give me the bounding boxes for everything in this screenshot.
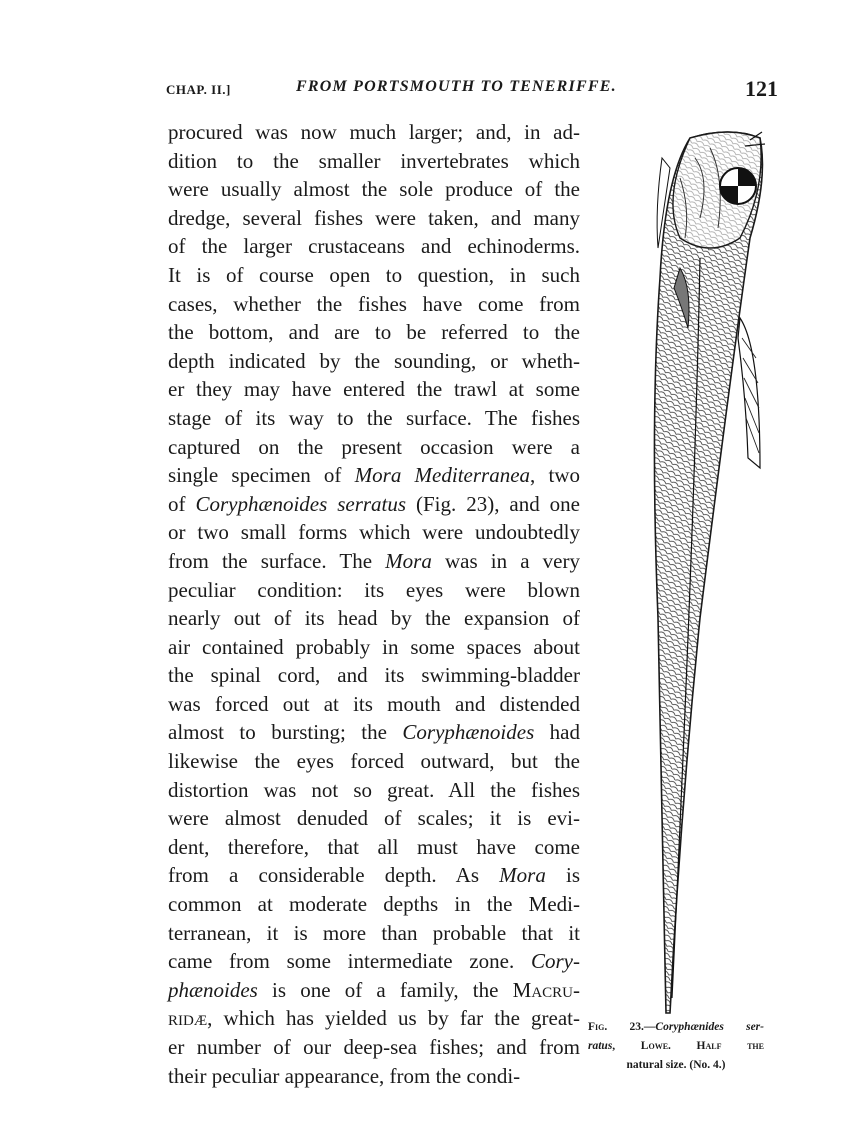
text-line [168, 261, 580, 290]
text-line [168, 232, 580, 261]
text-run: is [545, 863, 580, 888]
text-run: dent, therefore, that all must have come [168, 834, 580, 859]
figure-caption [588, 1018, 764, 1075]
italic-term: ridæ [168, 1006, 208, 1031]
text-run: captured on the present occasion were a [168, 434, 580, 459]
text-run: terranean, it is more than probable that it [168, 920, 580, 945]
text-line [168, 290, 580, 319]
text-run: the bottom, and are to be referred to the [168, 320, 580, 345]
text-run: stage of its way to the surface. The fishes [168, 405, 580, 430]
text-line [168, 147, 580, 176]
text-run: is one of a family, the [257, 977, 513, 1002]
text-run: likewise the eyes forced outward, but the [168, 749, 580, 774]
text-run: single specimen of [168, 463, 355, 488]
text-run: , two [530, 463, 581, 488]
text-line [168, 890, 580, 919]
caption-author: , Lowe. Half the [612, 1040, 764, 1052]
dorsal-fin [738, 318, 760, 468]
text-run: nearly out of its head by the expansion of [168, 606, 580, 631]
text-line [168, 633, 580, 662]
text-run: was in a very [431, 548, 580, 573]
text-line [168, 318, 580, 347]
text-run: er number of our deep-sea fishes; and from [168, 1035, 580, 1059]
chapter-label: CHAP. II.] [166, 82, 231, 97]
italic-term: Cory- [531, 949, 580, 974]
text-run: dition to the smaller invertebrates which [168, 148, 580, 173]
text-line [168, 861, 580, 890]
text-run: from a considerable depth. As [168, 863, 500, 888]
caption-species: Coryphænides ser- [655, 1021, 764, 1033]
italic-term: Coryphænoides [402, 720, 535, 745]
text-run: procured was now much larger; and, in ad- [168, 120, 580, 144]
text-line [168, 804, 580, 833]
text-line [168, 1033, 580, 1062]
text-run: of [168, 491, 196, 516]
text-line [168, 433, 580, 462]
italic-term: Coryphænoides serratus [195, 491, 407, 516]
text-run: distortion was not so great. All the fishes [168, 777, 580, 802]
text-line [168, 461, 580, 490]
text-run: er they may have entered the trawl at some [168, 377, 580, 402]
text-line [168, 690, 580, 719]
italic-term: Macru- [512, 977, 580, 1002]
text-run: had [534, 720, 581, 745]
text-run: of the larger crustaceans and echinoderms. [168, 234, 580, 259]
fish-body [654, 132, 762, 1013]
text-line [168, 404, 580, 433]
italic-term: Mora Mediterranea [354, 463, 531, 488]
text-line [168, 175, 580, 204]
text-run: were almost denuded of scales; it is evi- [168, 806, 580, 831]
text-line [168, 1004, 580, 1033]
text-run: their peculiar appearance, from the condi- [168, 1063, 521, 1088]
text-run: or two small forms which were undoubtedly [168, 520, 580, 545]
text-run: came from some intermediate zone. [168, 949, 531, 974]
text-line [168, 661, 580, 690]
text-line [168, 204, 580, 233]
text-line [168, 576, 580, 605]
text-run: almost to bursting; the [168, 720, 403, 745]
caption-line-3: natural size. (No. 4.) [626, 1059, 726, 1071]
text-line [168, 518, 580, 547]
text-line [168, 776, 580, 805]
text-line [168, 604, 580, 633]
caption-fig-label: Fig. 23.— [588, 1021, 656, 1033]
text-run: common at moderate depths in the Medi- [168, 892, 580, 917]
text-run: It is of course open to question, in such [168, 262, 580, 287]
running-header [166, 76, 778, 102]
text-run: (Fig. 23), and one [406, 491, 580, 516]
italic-term: phænoides [168, 977, 258, 1002]
text-line [168, 747, 580, 776]
text-run: dredge, several fishes were taken, and many [168, 205, 580, 230]
page-number: 121 [745, 76, 778, 101]
text-line [168, 976, 580, 1005]
text-run: air contained probably in some spaces about [168, 634, 580, 659]
text-line [168, 347, 580, 376]
text-line [168, 919, 580, 948]
text-run: depth indicated by the sounding, or wheth- [168, 348, 580, 373]
text-run: were usually almost the sole produce of the [168, 177, 580, 202]
caption-line-2 [588, 1037, 764, 1056]
italic-term: Mora [499, 863, 546, 888]
body-text [168, 118, 580, 1090]
text-run: , which has yielded us by far the great- [207, 1006, 580, 1031]
running-title: FROM PORTSMOUTH TO TENERIFFE. [296, 78, 617, 95]
caption-line-1 [588, 1018, 764, 1037]
caption-species-cont: ratus [588, 1040, 613, 1052]
text-line [168, 118, 580, 147]
text-run: was forced out at its mouth and distended [168, 691, 580, 716]
text-line [168, 1062, 580, 1091]
text-line [168, 547, 580, 576]
fish-illustration [600, 118, 780, 1018]
text-run: peculiar condition: its eyes were blown [168, 577, 580, 602]
text-run: the spinal cord, and its swimming-bladder [168, 663, 580, 688]
italic-term: Mora [385, 548, 432, 573]
text-line [168, 833, 580, 862]
text-run: cases, whether the fishes have come from [168, 291, 580, 316]
text-line [168, 947, 580, 976]
text-line [168, 490, 580, 519]
text-line [168, 718, 580, 747]
text-line [168, 375, 580, 404]
text-run: from the surface. The [168, 548, 386, 573]
